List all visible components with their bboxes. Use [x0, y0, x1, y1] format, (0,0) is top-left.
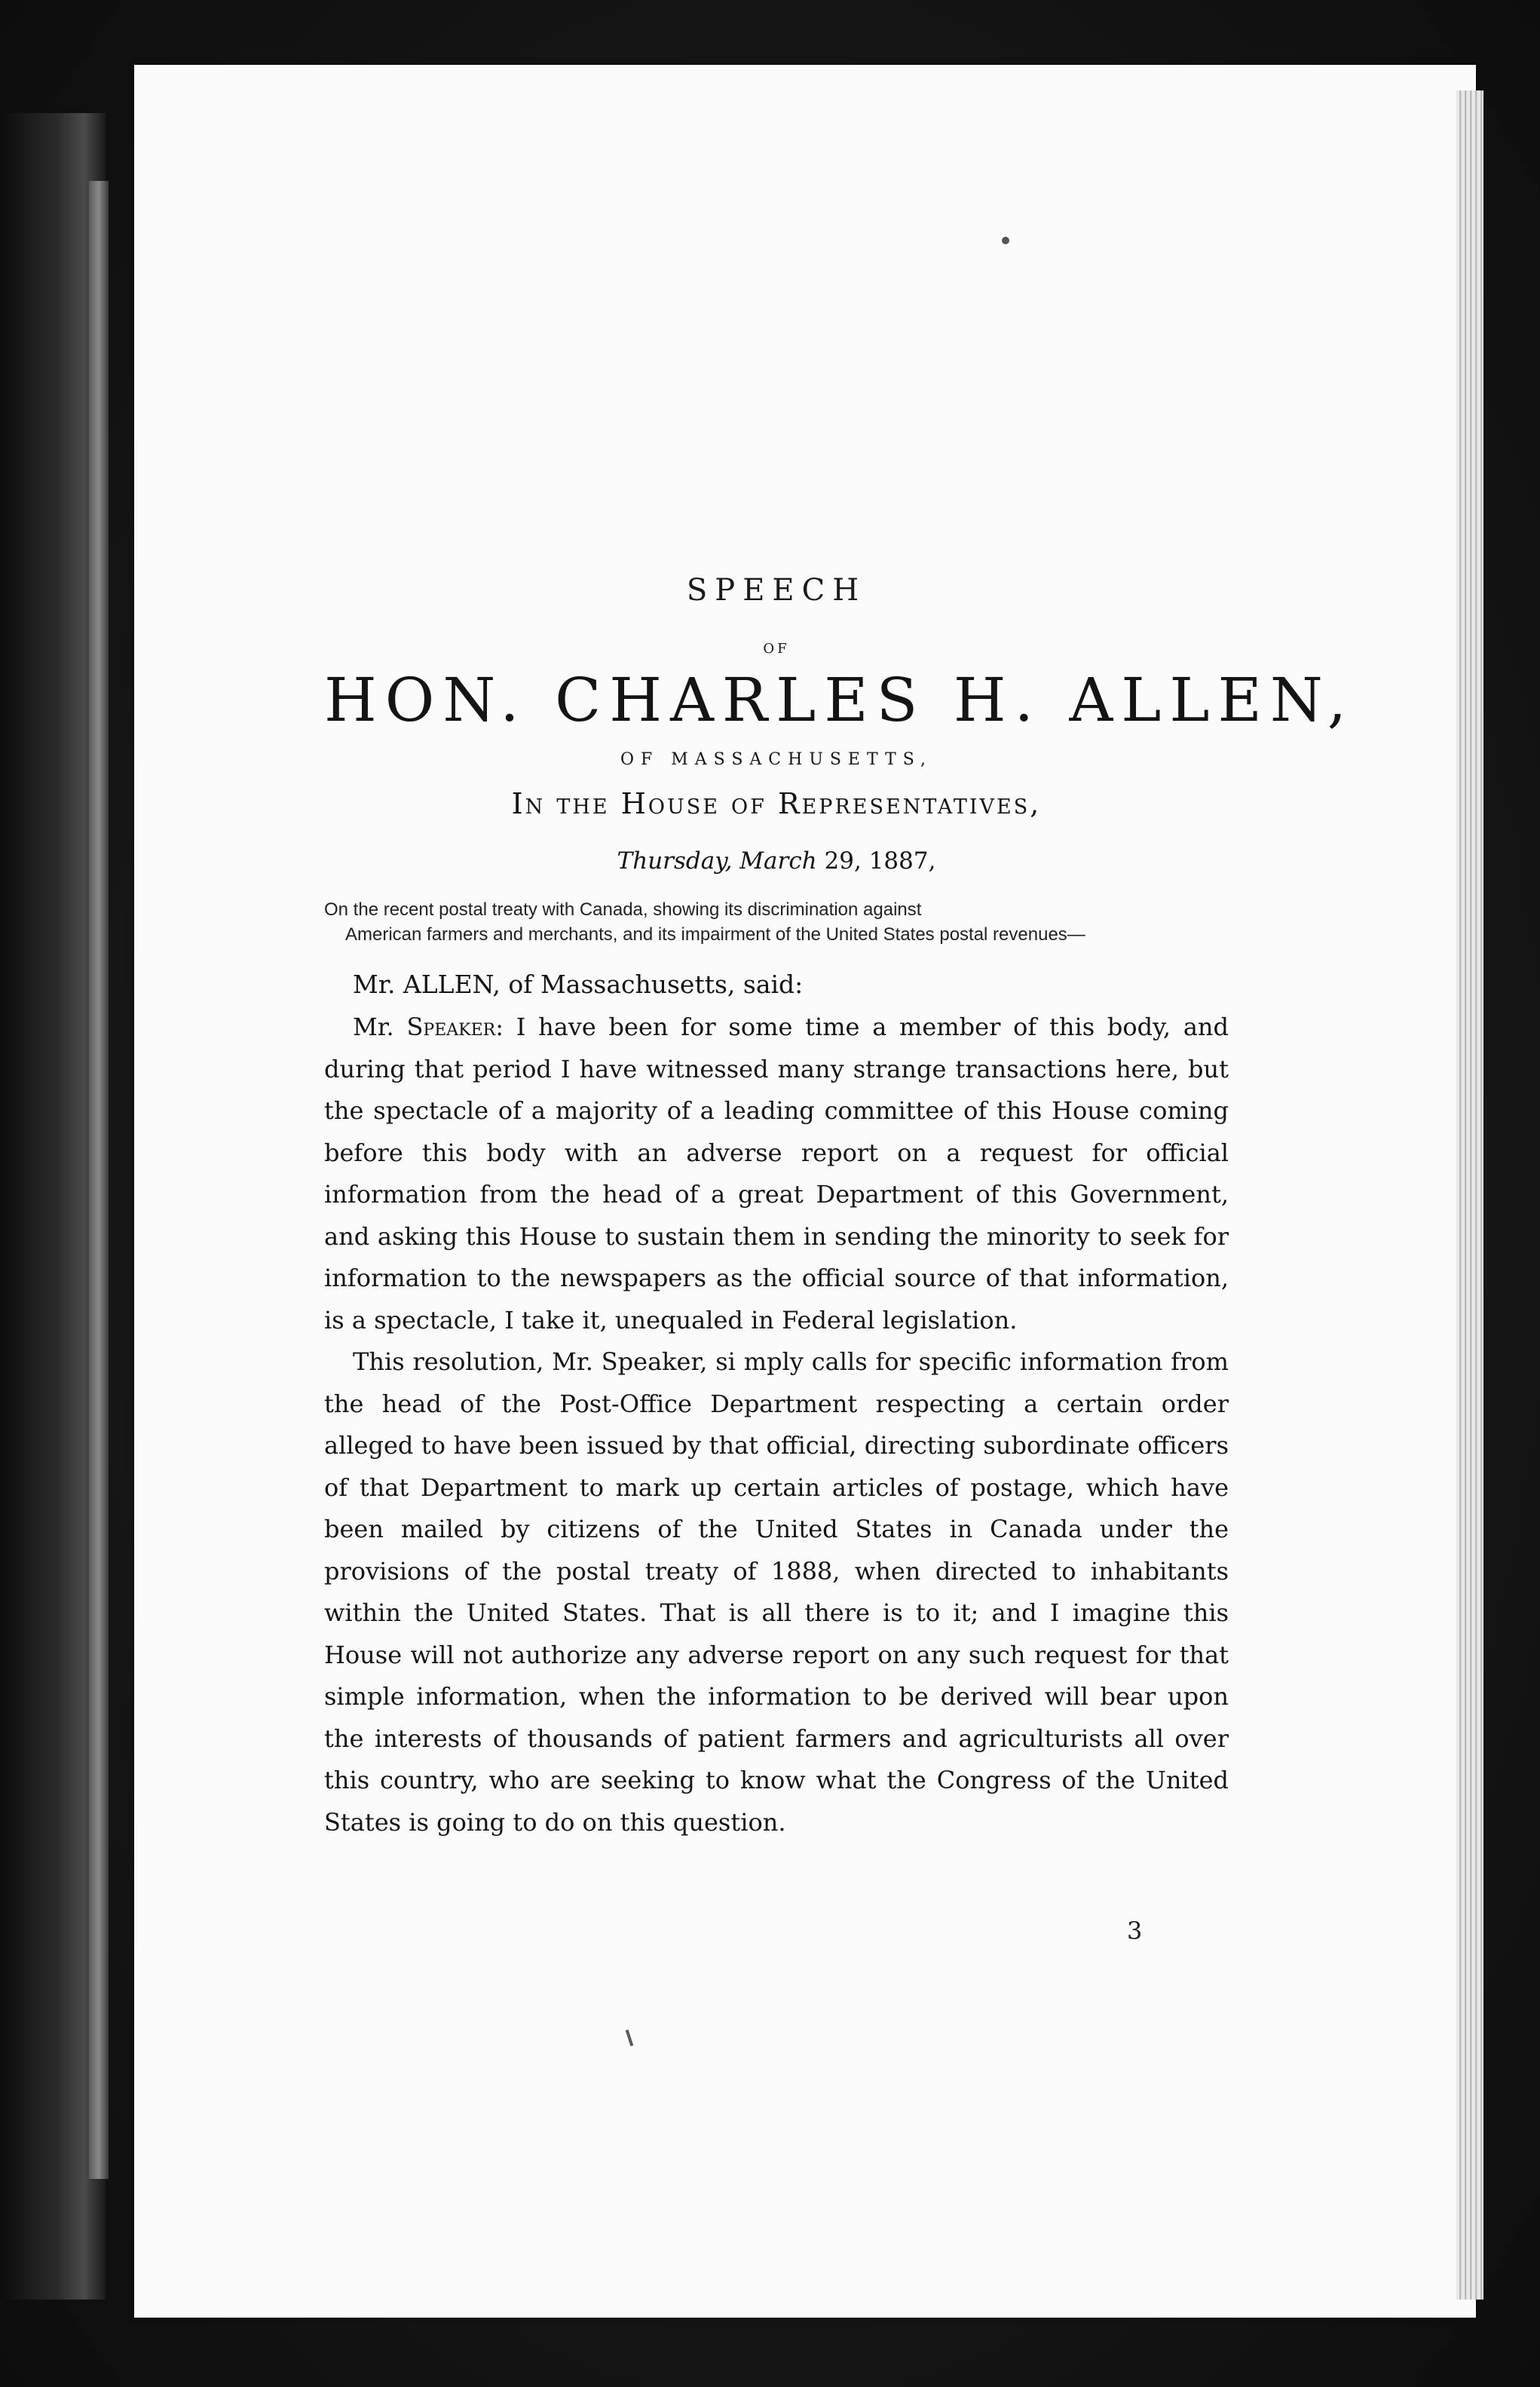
speech-date	[324, 847, 1229, 875]
subject-first-line: On the recent postal treaty with Canada, showing its discrimination against	[324, 899, 922, 920]
speech-heading: SPEECH	[686, 573, 867, 608]
speaker-intro: Mr. ALLEN, of Massachusetts, said:	[353, 970, 804, 999]
paragraph-1-prefix: Mr.	[353, 1013, 407, 1041]
subject-continuation: American farmers and merchants, and its impairment of the United States postal revenues—	[345, 924, 1085, 945]
house-line: In the House of Representatives,	[511, 787, 1042, 820]
speech-subject	[324, 897, 1229, 947]
page-number: 3	[1127, 1917, 1143, 1945]
speech-content	[324, 573, 1355, 1843]
paragraph-2: This resolution, Mr. Speaker, si mply calls for specific information from the head of the Post-Office Department respecting a certain order alleged to have been issued by that official, directing subordinate officers of that Department to mark up certain articles of postage, which have been mailed by citizens of the United States in Canada under the provisions of the postal treaty of 1888, when directed to inhabitants within the United States. That is all there is to it; and I imagine this House will not authorize any adverse report on any such request for that simple information, when the information to be derived will bear upon the interests of thousands of patient farmers and agriculturists all over this country, who are seeking to know what the Congress of the United States is going to do on this question.	[324, 1347, 1229, 1837]
speaker-state: OF MASSACHUSETTS,	[620, 750, 933, 769]
ink-speck	[1002, 237, 1009, 244]
facing-page-edge	[89, 181, 109, 2179]
date-weekday-month: Thursday, March	[617, 847, 817, 875]
speaker-name: HON. CHARLES H. ALLEN,	[324, 665, 1355, 735]
paragraph-1-text: : I have been for some time a member of this body, and during that period I have witnessed many strange transactions here, but the spectacle of a majority of a leading committee of this House coming before this body with an adverse report on a request for official information from the head of a great Department of this Government, and asking this House to sustain them in sending the minority to seek for information to the newspapers as the official source of that information, is a spectacle, I take it, unequaled in Federal legislation.	[324, 1013, 1229, 1334]
date-day-year: 29, 1887,	[816, 847, 936, 875]
paragraph-1	[324, 1007, 1229, 1341]
paragraph-1-speaker: Speaker	[406, 1013, 496, 1041]
of-label: OF	[763, 641, 790, 657]
page-fore-edge	[1456, 90, 1483, 2300]
